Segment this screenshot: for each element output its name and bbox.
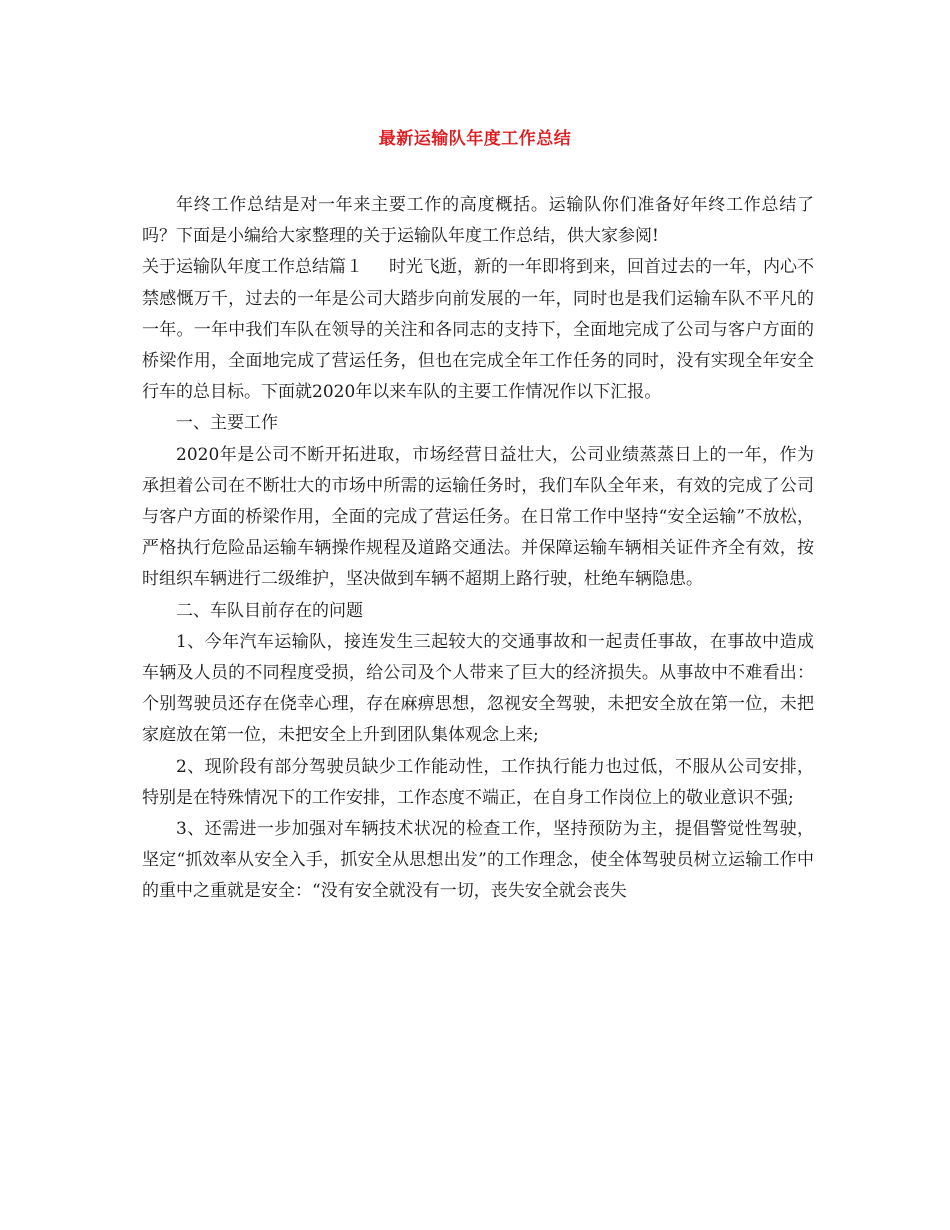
document-body <box>142 190 814 908</box>
paragraph-problem-2: 2、现阶段有部分驾驶员缺少工作能动性，工作执行能力也过低，不服从公司安排，特别是在特殊情况下的工作安排，工作态度不端正，在自身工作岗位上的敬业意识不强; <box>142 756 814 808</box>
paragraph-main-work: 2020年是公司不断开拓进取，市场经营日益壮大，公司业绩蒸蒸日上的一年，作为承担着公司在不断壮大的市场中所需的运输任务时，我们车队全年来，有效的完成了公司与客户方面的桥梁作用，全面的完成了营运任务。在日常工作中坚持“安全运输”不放松，严格执行危险品运输车辆操作规程及道路交通法。并保障运输车辆相关证件齐全有效，按时组织车辆进行二级维护，坚决做到车辆不超期上路行驶，杜绝车辆隐患。 <box>142 444 814 590</box>
paragraph-intro: 年终工作总结是对一年来主要工作的高度概括。运输队你们准备好年终工作总结了吗？下面是小编给大家整理的关于运输队年度工作总结，供大家参阅! <box>142 195 814 247</box>
article-1-text: 时光飞逝，新的一年即将到来，回首过去的一年，内心不禁感慨万千，过去的一年是公司大踏步向前发展的一年，同时也是我们运输车队不平凡的一年。一年中我们车队在领导的关注和各同志的支持下，全面地完成了公司与客户方面的桥梁作用，全面地完成了营运任务，但也在完成全年工作任务的同时，没有实现全年安全行车的总目标。下面就2020年以来车队的主要工作情况作以下汇报。 <box>142 257 814 403</box>
section-heading-main-work: 一、主要工作 <box>176 413 278 434</box>
section-heading-problems: 二、车队目前存在的问题 <box>176 600 363 621</box>
paragraph-problem-1: 1、今年汽车运输队，接连发生三起较大的交通事故和一起责任事故，在事故中造成车辆及人员的不同程度受损，给公司及个人带来了巨大的经济损失。从事故中不难看出：个别驾驶员还存在侥幸心理，存在麻痹思想，忽视安全驾驶，未把安全放在第一位，未把家庭放在第一位，未把安全上升到团队集体观念上来; <box>142 631 814 746</box>
paragraph-article-1 <box>142 252 814 408</box>
article-heading: 关于运输队年度工作总结篇１ <box>142 257 363 278</box>
document-title: 最新运输队年度工作总结 <box>378 129 572 149</box>
paragraph-problem-3: 3、还需进一步加强对车辆技术状况的检查工作，坚持预防为主，提倡警觉性驾驶，坚定“抓效率从安全入手，抓安全从思想出发”的工作理念，使全体驾驶员树立运输工作中的重中之重就是安全：“没有安全就没有一切，丧失安全就会丧失 <box>142 819 814 902</box>
